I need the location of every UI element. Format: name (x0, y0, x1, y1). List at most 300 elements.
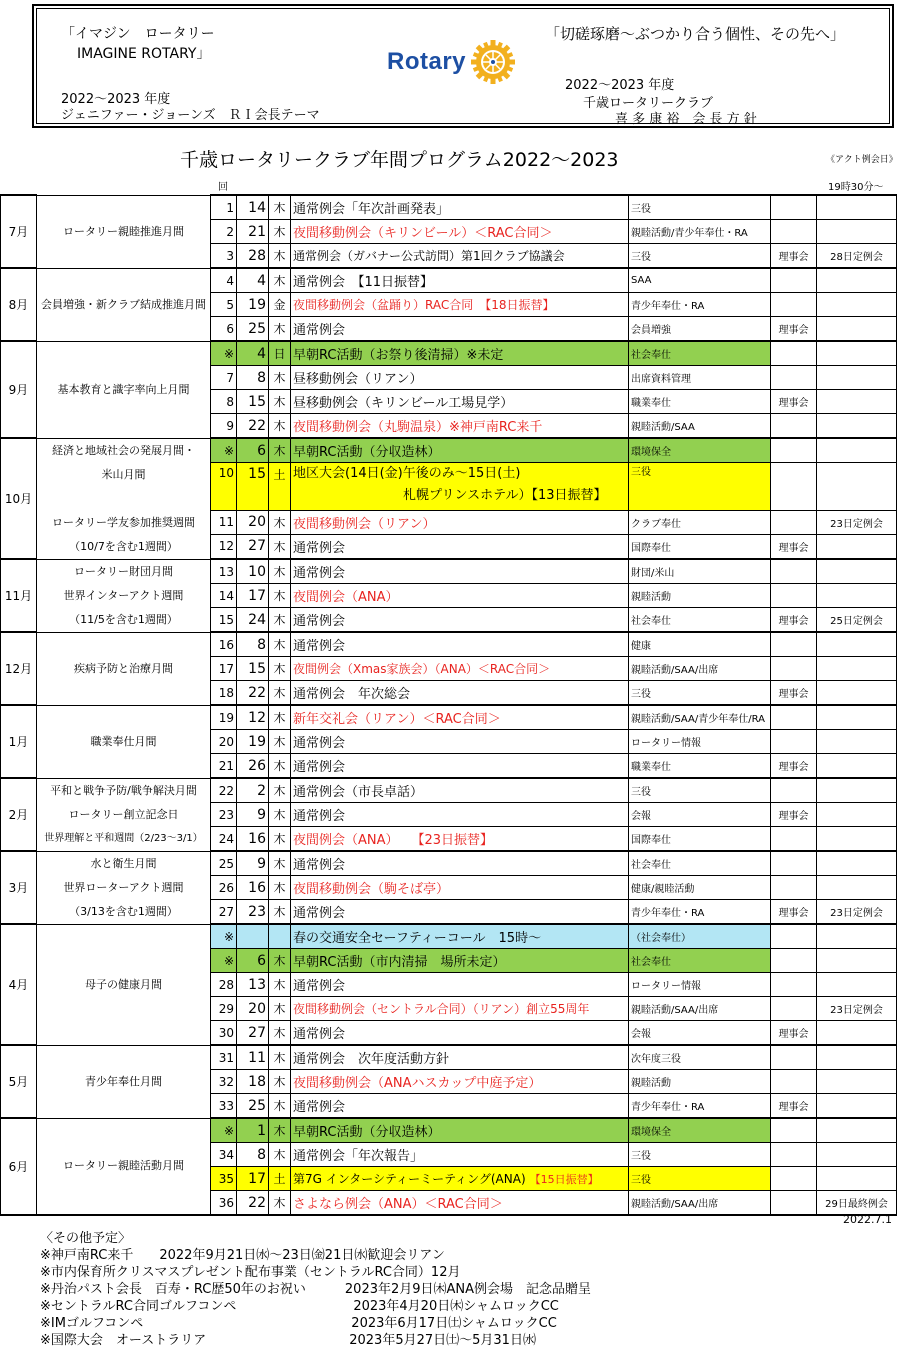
weekday: 木 (269, 657, 291, 681)
weekday: 木 (269, 949, 291, 973)
meeting-content (291, 244, 629, 269)
act-meeting-note: 29日最終例会 (817, 1191, 897, 1216)
month-theme: 経済と地域社会の発展月間・ (52, 443, 195, 457)
content-text: 夜間移動例会（セントラル合同）（リアン）創立55周年 (293, 1002, 590, 1016)
act-meeting-note: 23日定例会 (817, 997, 897, 1021)
content-text: 夜間移動例会（盆踊り）RAC合同 【18日振替】 (293, 298, 555, 312)
responsible-committee: 会報 (629, 803, 771, 827)
act-meeting-note (817, 876, 897, 900)
meeting-day: 1 (237, 1118, 269, 1143)
meeting-day: 24 (237, 608, 269, 633)
meeting-day: 22 (237, 414, 269, 439)
act-meeting-note (817, 559, 897, 584)
board-meeting: 理事会 (771, 681, 817, 706)
meeting-content (291, 681, 629, 706)
content-text: 夜間移動例会（駒そば亭） (293, 882, 450, 897)
weekday: 木 (269, 876, 291, 900)
responsible-committee: 健康/親睦活動 (629, 876, 771, 900)
round-number: 3 (211, 244, 237, 269)
meeting-day: 22 (237, 1191, 269, 1216)
month-theme (39, 487, 208, 511)
meeting-day: 27 (237, 534, 269, 559)
content-text: 夜間移動例会（丸駒温泉）※神戸南RC来千 (293, 420, 543, 435)
round-number: 10 (211, 463, 237, 510)
meeting-content (291, 268, 629, 293)
responsible-committee: 青少年奉仕・RA (629, 293, 771, 317)
act-meeting-note (817, 414, 897, 439)
other-schedule-item: ※神戸南RC来千 2022年9月21日㈬～23日㈮21日㈬歓迎会リアン (40, 1248, 445, 1263)
act-meeting-note (817, 341, 897, 366)
club-theme: 「切磋琢磨～ぶつかり合う個性、その先へ」 (545, 25, 846, 43)
weekday: 木 (269, 997, 291, 1021)
month-cell: 8月 (1, 268, 37, 341)
responsible-committee: 三役 (629, 463, 771, 510)
meeting-content (291, 924, 629, 949)
act-meeting-label: 《アクト例会日》 (826, 155, 898, 165)
weekday: 木 (269, 681, 291, 706)
meeting-day: 28 (237, 244, 269, 269)
meeting-day: 12 (237, 705, 269, 730)
meeting-content (291, 730, 629, 754)
round-number: 23 (211, 803, 237, 827)
board-meeting (771, 1191, 817, 1216)
weekday: 木 (269, 438, 291, 463)
issue-date: 2022.7.1 (843, 1213, 892, 1226)
meeting-content (291, 1191, 629, 1216)
act-meeting-note: 23日定例会 (817, 510, 897, 534)
meeting-content (291, 803, 629, 827)
act-meeting-note (817, 1070, 897, 1094)
month-theme: （10/7を含む1週間） (69, 539, 178, 553)
other-schedule-item: ※市内保育所クリスマスプレゼント配布事業（セントラルRC合同）12月 (40, 1265, 461, 1280)
month-cell: 1月 (1, 705, 37, 778)
board-meeting (771, 657, 817, 681)
act-meeting-note (817, 366, 897, 390)
board-meeting (771, 414, 817, 439)
board-meeting (771, 584, 817, 608)
board-meeting (771, 632, 817, 657)
meeting-day: 25 (237, 1094, 269, 1119)
responsible-committee: 親睦活動/SAA/青少年奉仕/RA (629, 705, 771, 730)
round-number: 22 (211, 778, 237, 803)
content-note: 【15日振替】 (529, 1173, 599, 1186)
round-number: 34 (211, 1143, 237, 1167)
header-frame (32, 4, 894, 128)
weekday: 木 (269, 803, 291, 827)
content-text: 通常例会 (293, 639, 346, 654)
month-cell: 4月 (1, 924, 37, 1045)
round-number: 33 (211, 1094, 237, 1119)
month-theme: 世界インターアクト週間 (63, 588, 184, 602)
other-schedule-heading: 〈その他予定〉 (40, 1231, 132, 1246)
act-meeting-note (817, 293, 897, 317)
meeting-content (291, 1143, 629, 1167)
meeting-day: 4 (237, 341, 269, 366)
content-text: 夜間移動例会（ANAハスカップ中庭予定） (293, 1076, 542, 1091)
content-text: 通常例会 (293, 614, 346, 629)
board-meeting (771, 973, 817, 997)
responsible-committee: 三役 (629, 681, 771, 706)
meeting-day: 15 (237, 390, 269, 414)
meeting-day: 25 (237, 317, 269, 342)
program-row (1, 778, 897, 803)
weekday: 木 (269, 973, 291, 997)
rotary-logo (387, 39, 516, 85)
other-schedule (40, 1230, 591, 1349)
board-meeting: 理事会 (771, 900, 817, 925)
other-schedule-item: ※国際大会 オーストラリア 2023年5月27日㈯～5月31日㈬ (40, 1333, 536, 1348)
meeting-content (291, 705, 629, 730)
act-meeting-note (817, 1167, 897, 1191)
meeting-content (291, 876, 629, 900)
meeting-content (291, 657, 629, 681)
meeting-content (291, 463, 629, 510)
responsible-committee: 親睦活動/SAA/出席 (629, 997, 771, 1021)
content-text: 新年交礼会（リアン）＜RAC合同＞ (293, 712, 501, 727)
content-text: 夜間例会（ANA） (293, 590, 399, 605)
board-meeting (771, 851, 817, 876)
content-text: 通常例会 (293, 858, 346, 873)
ri-year: 2022～2023 年度 (61, 92, 171, 107)
act-meeting-note (817, 1118, 897, 1143)
content-text: 春の交通安全セーフティーコール 15時～ (293, 931, 542, 946)
act-meeting-note (817, 803, 897, 827)
round-number: 30 (211, 1021, 237, 1046)
month-theme: 青少年奉仕月間 (85, 1074, 162, 1088)
weekday: 木 (269, 1118, 291, 1143)
board-meeting: 理事会 (771, 244, 817, 269)
board-meeting (771, 949, 817, 973)
round-number: 24 (211, 827, 237, 852)
meeting-content (291, 414, 629, 439)
responsible-committee: 職業奉仕 (629, 390, 771, 414)
content-text: 通常例会「年次計画発表」 (293, 202, 450, 217)
month-theme: 世界ローターアクト週間 (63, 880, 184, 894)
round-column-label: 回 (218, 182, 228, 193)
meeting-day: 8 (237, 1143, 269, 1167)
meeting-content (291, 220, 629, 244)
round-number: 2 (211, 220, 237, 244)
rotary-logo-text: Rotary (387, 48, 467, 75)
responsible-committee: 三役 (629, 1143, 771, 1167)
board-meeting: 理事会 (771, 608, 817, 633)
month-cell: 11月 (1, 559, 37, 632)
round-number: 14 (211, 584, 237, 608)
round-number: 4 (211, 268, 237, 293)
content-text: 通常例会 次年度活動方針 (293, 1052, 450, 1067)
act-meeting-note (817, 195, 897, 220)
meeting-day: 4 (237, 268, 269, 293)
meeting-day: 22 (237, 681, 269, 706)
act-meeting-note (817, 730, 897, 754)
meeting-content (291, 293, 629, 317)
month-theme-cell (37, 632, 211, 705)
content-text: 地区大会(14日(金)午後のみ～15日(土) (293, 466, 521, 482)
round-number: 20 (211, 730, 237, 754)
responsible-committee: ロータリー情報 (629, 730, 771, 754)
club-year: 2022～2023 年度 (565, 78, 675, 93)
weekday: 木 (269, 851, 291, 876)
round-number: ※ (211, 438, 237, 463)
round-number: 5 (211, 293, 237, 317)
round-number: 1 (211, 195, 237, 220)
month-theme: 平和と戦争予防/戦争解決月間 (50, 783, 197, 797)
content-text: 夜間移動例会（リアン） (293, 516, 436, 532)
weekday: 木 (269, 317, 291, 342)
month-cell: 10月 (1, 438, 37, 559)
weekday: 木 (269, 754, 291, 779)
act-meeting-note (817, 632, 897, 657)
round-number: 35 (211, 1167, 237, 1191)
rotary-wheel-icon (470, 39, 516, 85)
round-number: 11 (211, 510, 237, 534)
round-number: ※ (211, 924, 237, 949)
program-row (1, 924, 897, 949)
weekday: 木 (269, 827, 291, 852)
board-meeting: 理事会 (771, 534, 817, 559)
program-row (1, 705, 897, 730)
weekday: 木 (269, 534, 291, 559)
meeting-content (291, 1045, 629, 1070)
club-president-policy: 喜 多 康 裕 会 長 方 針 (615, 112, 757, 127)
responsible-committee: 社会奉仕 (629, 851, 771, 876)
meeting-content (291, 317, 629, 342)
meeting-day: 21 (237, 220, 269, 244)
board-meeting (771, 876, 817, 900)
board-meeting (771, 1070, 817, 1094)
board-meeting (771, 997, 817, 1021)
weekday: 木 (269, 244, 291, 269)
month-theme: ロータリー学友参加推奨週間 (52, 515, 195, 529)
weekday: 木 (269, 268, 291, 293)
meeting-content (291, 900, 629, 925)
weekday (269, 924, 291, 949)
month-theme-cell (37, 705, 211, 778)
content-text: 早朝RC活動（市内清掃 場所未定） (293, 955, 506, 970)
responsible-committee: （社会奉仕） (629, 924, 771, 949)
month-theme: 母子の健康月間 (85, 977, 162, 991)
meeting-content (291, 778, 629, 803)
month-theme: 基本教育と識字率向上月間 (57, 382, 190, 396)
month-theme: （3/13を含む1週間） (69, 904, 178, 918)
round-number: 26 (211, 876, 237, 900)
content-text: 昼移動例会（リアン） (293, 372, 423, 387)
round-number: 12 (211, 534, 237, 559)
content-text: 早朝RC活動（分収造林） (293, 445, 441, 461)
round-number: ※ (211, 341, 237, 366)
meeting-content (291, 559, 629, 584)
month-theme-cell (37, 559, 211, 632)
content-text: 通常例会 (293, 906, 346, 921)
content-text: 第7G インターシティーミーティング(ANA) (293, 1172, 526, 1186)
month-theme-cell (37, 341, 211, 438)
act-meeting-note: 28日定例会 (817, 244, 897, 269)
weekday: 木 (269, 705, 291, 730)
content-text: 早朝RC活動（分収造林） (293, 1125, 441, 1140)
weekday: 木 (269, 559, 291, 584)
round-number: 21 (211, 754, 237, 779)
act-meeting-note (817, 827, 897, 852)
responsible-committee: 親睦活動/SAA/出席 (629, 657, 771, 681)
act-meeting-note (817, 534, 897, 559)
board-meeting (771, 293, 817, 317)
responsible-committee: 職業奉仕 (629, 754, 771, 779)
act-meeting-note (817, 754, 897, 779)
meeting-content (291, 754, 629, 779)
meeting-day: 10 (237, 559, 269, 584)
meeting-day: 13 (237, 973, 269, 997)
meeting-day: 17 (237, 1167, 269, 1191)
board-meeting (771, 341, 817, 366)
content-text: 夜間例会（ANA） 【23日振替】 (293, 833, 494, 848)
act-meeting-note (817, 584, 897, 608)
round-number: 7 (211, 366, 237, 390)
responsible-committee: 社会奉仕 (629, 341, 771, 366)
responsible-committee: SAA (629, 268, 771, 293)
month-theme-cell (37, 268, 211, 341)
meeting-content (291, 1118, 629, 1143)
month-theme: 世界理解と平和週間（2/23～3/1） (44, 832, 203, 844)
month-cell: 6月 (1, 1118, 37, 1215)
meeting-content (291, 827, 629, 852)
act-meeting-note (817, 1045, 897, 1070)
board-meeting (771, 463, 817, 510)
round-number: ※ (211, 1118, 237, 1143)
act-meeting-note: 23日定例会 (817, 900, 897, 925)
weekday: 木 (269, 778, 291, 803)
meeting-content (291, 510, 629, 534)
meeting-day: 8 (237, 366, 269, 390)
responsible-committee: 親睦活動/SAA (629, 414, 771, 439)
act-meeting-note: 25日定例会 (817, 608, 897, 633)
weekday: 木 (269, 1045, 291, 1070)
program-table (0, 194, 897, 1216)
ri-theme-en: IMAGINE ROTARY」 (77, 46, 211, 62)
act-meeting-note (817, 681, 897, 706)
meeting-content (291, 1021, 629, 1046)
content-text: 通常例会 (293, 1027, 346, 1042)
program-row (1, 1045, 897, 1070)
board-meeting (771, 924, 817, 949)
act-meeting-note (817, 973, 897, 997)
board-meeting: 理事会 (771, 317, 817, 342)
act-meeting-note (817, 317, 897, 342)
board-meeting (771, 1045, 817, 1070)
meeting-content (291, 851, 629, 876)
meeting-day: 9 (237, 851, 269, 876)
month-theme-cell (37, 851, 211, 924)
ri-president-theme: ジェニファー・ジョーンズ ＲＩ会長テーマ (61, 108, 320, 123)
month-theme: ロータリー創立記念日 (68, 807, 179, 821)
meeting-day: 20 (237, 510, 269, 534)
content-text: さよなら例会（ANA）＜RAC合同＞ (293, 1197, 503, 1212)
board-meeting: 理事会 (771, 803, 817, 827)
content-text: 通常例会 (293, 736, 346, 751)
weekday: 木 (269, 1021, 291, 1046)
weekday: 木 (269, 584, 291, 608)
month-theme: 米山月間 (101, 467, 146, 481)
month-theme: 会員増強・新クラブ結成推進月間 (41, 297, 206, 311)
act-meeting-note (817, 390, 897, 414)
responsible-committee: 三役 (629, 778, 771, 803)
meeting-day: 9 (237, 803, 269, 827)
meeting-day: 6 (237, 949, 269, 973)
round-number: 28 (211, 973, 237, 997)
act-meeting-note (817, 924, 897, 949)
content-text: 通常例会（市長卓話） (293, 785, 424, 800)
responsible-committee: 社会奉仕 (629, 949, 771, 973)
weekday: 木 (269, 1143, 291, 1167)
act-meeting-note (817, 657, 897, 681)
round-number: 32 (211, 1070, 237, 1094)
meeting-day: 26 (237, 754, 269, 779)
responsible-committee: 青少年奉仕・RA (629, 900, 771, 925)
meeting-content (291, 1094, 629, 1119)
board-meeting (771, 366, 817, 390)
responsible-committee: 親睦活動 (629, 1070, 771, 1094)
content-text: 通常例会 (293, 1100, 346, 1115)
act-meeting-note (817, 1094, 897, 1119)
round-number: 19 (211, 705, 237, 730)
board-meeting (771, 195, 817, 220)
month-theme-cell (37, 1045, 211, 1118)
meeting-day: 18 (237, 1070, 269, 1094)
month-theme: ロータリー親睦活動月間 (63, 1159, 184, 1173)
weekday: 木 (269, 414, 291, 439)
meeting-content (291, 1070, 629, 1094)
meeting-content (291, 195, 629, 220)
meeting-day: 16 (237, 876, 269, 900)
meeting-day: 19 (237, 730, 269, 754)
act-meeting-note (817, 268, 897, 293)
meeting-content (291, 584, 629, 608)
board-meeting (771, 1143, 817, 1167)
page-title: 千歳ロータリークラブ年間プログラム2022～2023 (180, 149, 619, 171)
month-theme: 水と衛生月間 (90, 856, 157, 870)
meeting-day: 8 (237, 632, 269, 657)
meeting-day: 11 (237, 1045, 269, 1070)
board-meeting (771, 778, 817, 803)
meeting-day: 23 (237, 900, 269, 925)
meeting-day: 15 (237, 463, 269, 510)
month-theme: ロータリー財団月間 (74, 564, 173, 578)
responsible-committee: 青少年奉仕・RA (629, 1094, 771, 1119)
responsible-committee: 健康 (629, 632, 771, 657)
meeting-content (291, 973, 629, 997)
other-schedule-item: ※セントラルRC合同ゴルフコンペ 2023年4月20日㈭シャムロックCC (40, 1299, 559, 1314)
month-cell: 12月 (1, 632, 37, 705)
responsible-committee: 三役 (629, 244, 771, 269)
responsible-committee: 会員増強 (629, 317, 771, 342)
weekday: 木 (269, 608, 291, 633)
responsible-committee: 会報 (629, 1021, 771, 1046)
content-text-line2: 札幌プリンスホテル）【13日振替】 (403, 488, 607, 504)
month-cell: 2月 (1, 778, 37, 851)
responsible-committee: 親睦活動 (629, 584, 771, 608)
weekday: 木 (269, 366, 291, 390)
month-theme: 職業奉仕月間 (90, 734, 157, 748)
responsible-committee: 三役 (629, 195, 771, 220)
board-meeting: 理事会 (771, 1021, 817, 1046)
responsible-committee: 環境保全 (629, 1118, 771, 1143)
board-meeting (771, 268, 817, 293)
round-number: 25 (211, 851, 237, 876)
responsible-committee: 三役 (629, 1167, 771, 1191)
other-schedule-item: ※IMゴルフコンペ 2023年6月17日㈯シャムロックCC (40, 1316, 557, 1331)
meeting-content (291, 608, 629, 633)
weekday: 金 (269, 293, 291, 317)
month-theme-cell (37, 438, 211, 559)
